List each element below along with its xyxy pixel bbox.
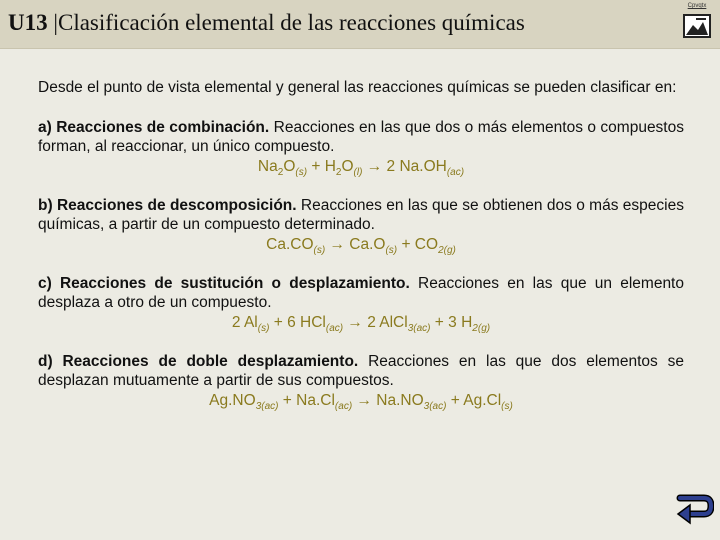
equation-text: → Ca.O bbox=[325, 236, 386, 253]
equation-text: Ca.CO bbox=[266, 236, 314, 253]
equation-text: + 3 H bbox=[430, 314, 473, 331]
equation-text: + H bbox=[307, 158, 336, 175]
section-text: Reacciones en las que dos elementos se desplazan mutuamente a partir de sus compuestos. bbox=[38, 353, 684, 389]
intro-paragraph: Desde el punto de vista elemental y general las reacciones químicas se pueden clasificar en: bbox=[38, 79, 677, 96]
unit-code: U13 bbox=[8, 10, 48, 35]
equation-state: 3(ac) bbox=[423, 401, 447, 412]
title-text: Clasificación elemental de las reacciones químicas bbox=[57, 10, 525, 35]
return-arrow-icon[interactable] bbox=[674, 492, 714, 528]
equation-state: (s) bbox=[313, 245, 326, 256]
equation-state: 2(g) bbox=[472, 323, 491, 334]
equation-text: → 2 Na.OH bbox=[362, 158, 447, 175]
page-title bbox=[8, 10, 525, 36]
logo-text: Cpvqtx bbox=[687, 3, 707, 9]
equation-text: → Na.NO bbox=[352, 392, 424, 409]
chemical-equation bbox=[38, 157, 684, 176]
equation-state: (s) bbox=[295, 167, 308, 178]
equation-state: (ac) bbox=[446, 167, 465, 178]
equation-state: (ac) bbox=[325, 323, 344, 334]
reaction-section bbox=[38, 352, 684, 410]
equation-text: + Na.Cl bbox=[278, 392, 335, 409]
equation-state: 3(ac) bbox=[255, 401, 279, 412]
reaction-section bbox=[38, 196, 684, 254]
title-separator: | bbox=[47, 10, 58, 35]
section-text: Reacciones en las que un elemento desplaza a otro de un compuesto. bbox=[38, 275, 684, 311]
reaction-section bbox=[38, 274, 684, 332]
equation-text: O bbox=[341, 158, 354, 175]
equation-subscript: 2 bbox=[335, 167, 342, 178]
title-bar bbox=[0, 0, 720, 49]
equation-text: O bbox=[283, 158, 296, 175]
section-text: Reacciones en las que se obtienen dos o más especies químicas, a partir de un compuesto determinado. bbox=[38, 197, 684, 233]
equation-text: Na bbox=[257, 158, 278, 175]
section-heading: a) Reacciones de combinación. bbox=[38, 119, 270, 136]
section-heading: b) Reacciones de descomposición. bbox=[38, 197, 297, 214]
equation-state: (s) bbox=[385, 245, 398, 256]
reaction-section bbox=[38, 118, 684, 176]
equation-text: + Ag.Cl bbox=[446, 392, 502, 409]
section-paragraph bbox=[38, 274, 684, 312]
equation-state: (l) bbox=[353, 167, 363, 178]
equation-text: 2 Al bbox=[231, 314, 258, 331]
section-paragraph bbox=[38, 352, 684, 390]
section-heading: c) Reacciones de sustitución o desplazamiento. bbox=[38, 275, 410, 292]
classroom-board-icon bbox=[680, 3, 714, 41]
equation-state: 3(ac) bbox=[407, 323, 431, 334]
chemical-equation bbox=[38, 313, 684, 332]
equation-text: + CO bbox=[397, 236, 439, 253]
chemical-equation bbox=[38, 391, 684, 410]
equation-subscript: 2 bbox=[277, 167, 284, 178]
equation-text: → 2 AlCl bbox=[343, 314, 408, 331]
equation-state: (s) bbox=[257, 323, 270, 334]
section-paragraph bbox=[38, 196, 684, 234]
equation-state: 2(g) bbox=[438, 245, 456, 256]
content bbox=[38, 78, 684, 430]
chemical-equation bbox=[38, 235, 684, 254]
section-paragraph bbox=[38, 118, 684, 156]
equation-state: (ac) bbox=[334, 401, 353, 412]
equation-text: + 6 HCl bbox=[269, 314, 326, 331]
section-text: Reacciones en las que dos o más elementos o compuestos forman, al reaccionar, un único compuesto. bbox=[38, 119, 684, 155]
section-heading: d) Reacciones de doble desplazamiento. bbox=[38, 353, 359, 370]
equation-state: (s) bbox=[501, 401, 513, 412]
equation-text: Ag.NO bbox=[209, 392, 256, 409]
